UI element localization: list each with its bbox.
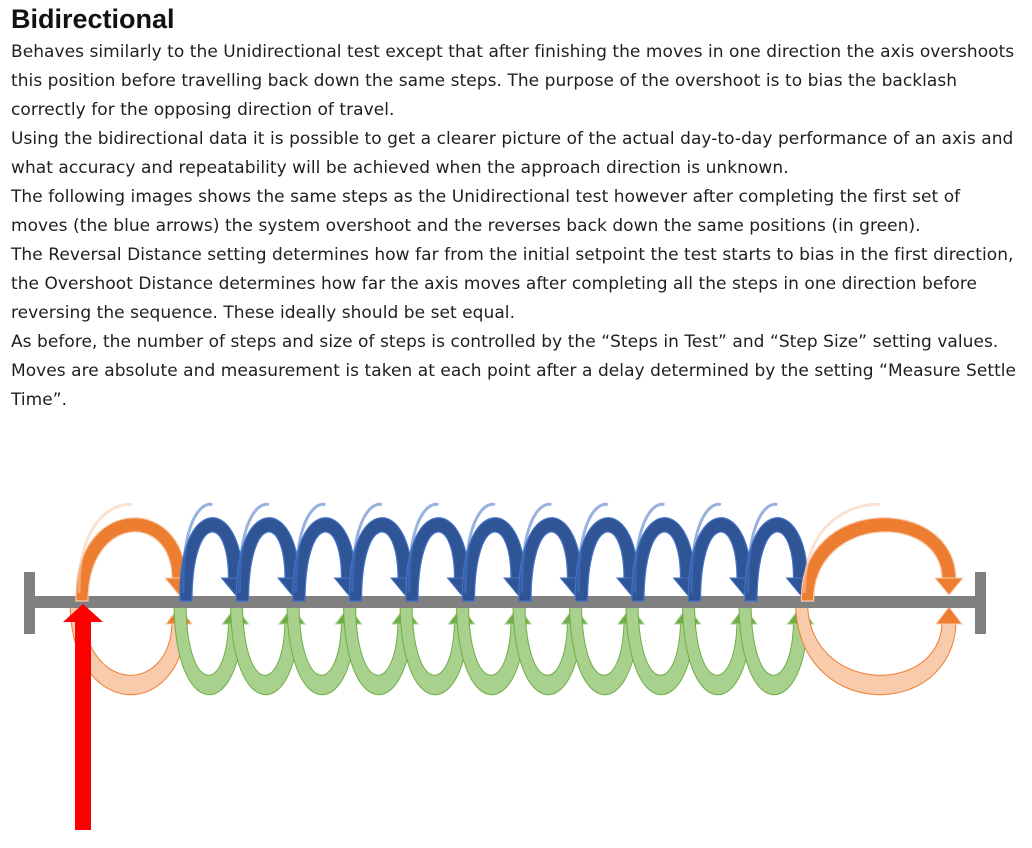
top-arcs-layer (76, 504, 963, 601)
axis-end-stop-right (975, 572, 986, 634)
start-marker-layer (63, 604, 103, 830)
overshoot-arc-top (801, 504, 963, 601)
overshoot-arc-bottom-band (796, 601, 957, 695)
paragraph-images: The following images shows the same steps as the Unidirectional test however after completing the first set of moves (the blue arrows) the system overshoot and the reverses back down the same positions (in green). (11, 187, 961, 236)
overshoot-arc-bottom (796, 601, 963, 695)
paragraph-reversal-distance: The Reversal Distance setting determines how far from the initial setpoint the test starts to bias in the first direction, the Overshoot Distance determines how far the axis moves after completing all the steps in one direction before reversing the sequence. These ideally should be set equal. (11, 245, 1014, 323)
start-marker-shaft (75, 620, 91, 830)
overshoot-arc-bottom-arrowhead (936, 607, 962, 624)
paragraph-bidirectional-data: Using the bidirectional data it is possible to get a clearer picture of the actual day-to-day performance of an axis and what accuracy and repeatability will be achieved when the approach direction is unknown. (11, 129, 1014, 178)
paragraph-measure-settle: Moves are absolute and measurement is taken at each point after a delay determined by the setting “Measure Settle Time”. (11, 361, 1017, 410)
overshoot-arc-top-arrowhead (935, 578, 963, 595)
bidirectional-test-diagram (0, 500, 1032, 848)
document (11, 3, 1021, 415)
paragraph-intro: Behaves similarly to the Unidirectional test except that after finishing the moves in one direction the axis overshoots this position before travelling back down the same steps. The purpose of the overshoot is to bias the backlash correctly for the opposing direction of travel. (11, 42, 1015, 120)
axis-bar (34, 596, 976, 608)
paragraph-steps-settings: As before, the number of steps and size of steps is controlled by the “Steps in Test” and “Step Size” setting values. (11, 332, 999, 352)
reversal-arc-top (76, 504, 193, 601)
axis-end-stop-left (24, 572, 35, 634)
section-heading: Bidirectional (11, 4, 175, 34)
bottom-arcs-layer (70, 601, 962, 695)
